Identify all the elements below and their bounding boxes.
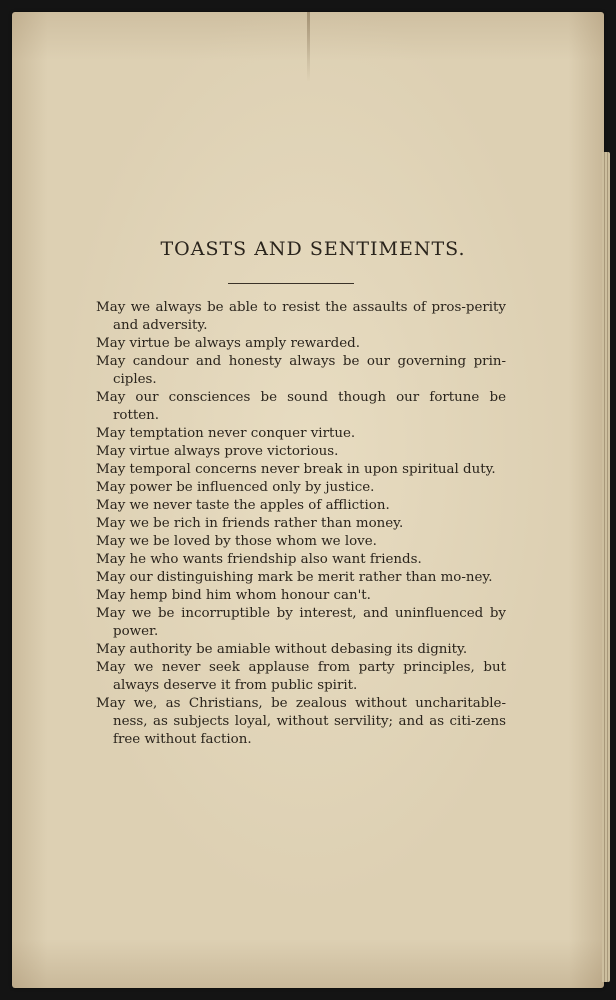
- toast-item: May we be loved by those whom we love.: [96, 534, 377, 549]
- toast-item: May our distinguishing mark be merit rather than mo-ney.: [96, 570, 493, 585]
- toast-item: May we, as Christians, be zealous without uncharitable-ness, as subjects loyal, without servility; and as citi-zens free without faction.: [96, 696, 506, 747]
- toast-list: [96, 299, 506, 749]
- title-rule: [228, 283, 354, 284]
- toast-item: May he who wants friendship also want friends.: [96, 552, 422, 567]
- toast-item: May we be rich in friends rather than money.: [96, 516, 404, 531]
- toast-item: May authority be amiable without debasing its dignity.: [96, 642, 468, 657]
- document-page: [12, 12, 604, 988]
- toast-item: May our consciences be sound though our fortune be rotten.: [96, 390, 506, 423]
- page-edge: [602, 152, 610, 982]
- toast-item: May temporal concerns never break in upon spiritual duty.: [96, 462, 496, 477]
- toast-item: May candour and honesty always be our governing prin-ciples.: [96, 354, 506, 387]
- toast-item: May power be influenced only by justice.: [96, 480, 375, 495]
- toast-item: May we never seek applause from party principles, but always deserve it from public spirit.: [96, 660, 506, 693]
- toast-item: May we never taste the apples of affliction.: [96, 498, 390, 513]
- toast-item: May we be incorruptible by interest, and uninfluenced by power.: [96, 606, 506, 639]
- paper-crease: [307, 12, 310, 82]
- toast-item: May virtue always prove victorious.: [96, 444, 339, 459]
- toast-item: May virtue be always amply rewarded.: [96, 336, 360, 351]
- toast-item: May temptation never conquer virtue.: [96, 426, 356, 441]
- toast-item: May hemp bind him whom honour can't.: [96, 588, 371, 603]
- page-title: TOASTS AND SENTIMENTS.: [160, 238, 466, 260]
- toast-item: May we always be able to resist the assaults of pros-perity and adversity.: [96, 300, 506, 333]
